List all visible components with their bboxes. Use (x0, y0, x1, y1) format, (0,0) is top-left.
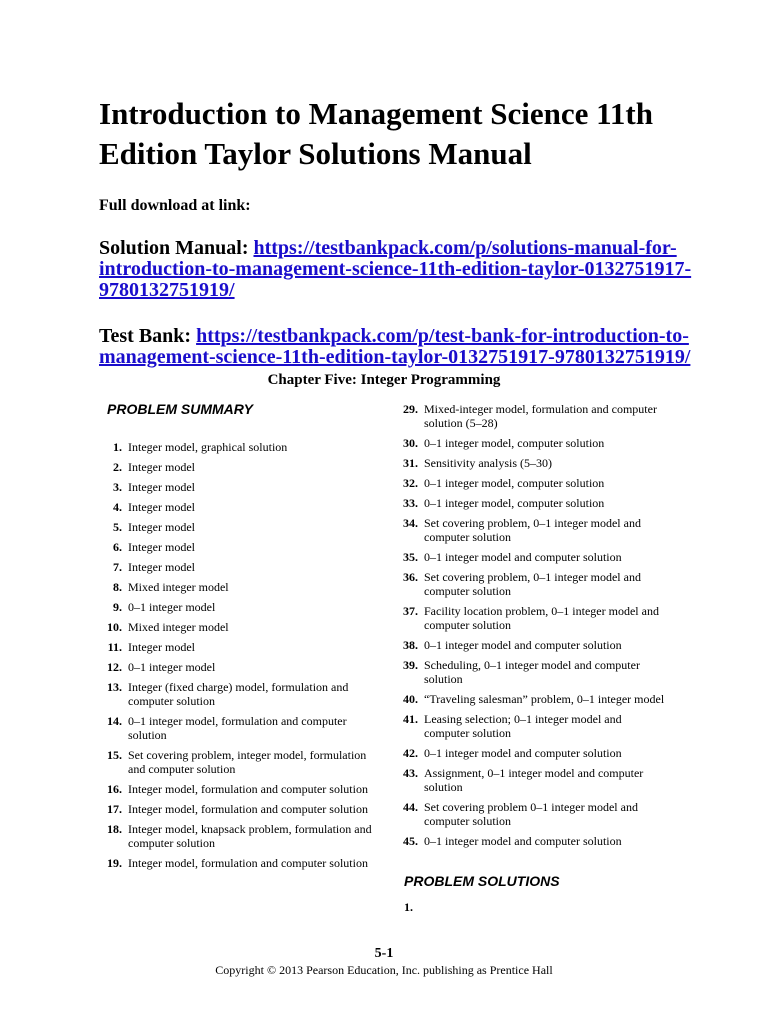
problem-description: Facility location problem, 0–1 integer model and computer solution (424, 604, 659, 632)
problem-item (96, 748, 381, 776)
problem-number: 13. (107, 680, 122, 694)
problem-number: 39. (403, 658, 418, 672)
problem-number: 17. (107, 802, 122, 816)
problem-description: 0–1 integer model, computer solution (424, 496, 605, 510)
problem-item (392, 712, 667, 740)
problem-description: Mixed integer model (128, 580, 229, 594)
problem-description: Mixed integer model (128, 620, 229, 634)
problem-description: Integer model, formulation and computer solution (128, 782, 368, 796)
problem-item (392, 800, 667, 828)
problem-number: 42. (403, 746, 418, 760)
problem-description: 0–1 integer model, computer solution (424, 436, 605, 450)
problem-summary-heading: PROBLEM SUMMARY (107, 401, 253, 417)
problem-description: 0–1 integer model and computer solution (424, 746, 622, 760)
problem-item (392, 456, 667, 470)
problem-item (392, 766, 667, 794)
problem-list-right (392, 402, 667, 854)
problem-number: 36. (403, 570, 418, 584)
problem-description: Integer model (128, 460, 195, 474)
problem-item (392, 746, 667, 760)
page-title: Introduction to Management Science 11th Edition Taylor Solutions Manual (99, 96, 653, 171)
problem-description: Integer model, graphical solution (128, 440, 288, 454)
problem-number: 15. (107, 748, 122, 762)
problem-description: Integer model (128, 640, 195, 654)
test-bank-link[interactable]: https://testbankpack.com/p/test-bank-for-introduction-to-management-science-11th-edition-taylor-0132751917-9780132751919/ (99, 325, 691, 368)
problem-description: 0–1 integer model, computer solution (424, 476, 605, 490)
problem-description: Integer model (128, 480, 195, 494)
solution-number: 1. (404, 900, 413, 914)
problem-description: Set covering problem 0–1 integer model and computer solution (424, 800, 638, 828)
problem-number: 43. (403, 766, 418, 780)
problem-description: Mixed-integer model, formulation and computer solution (5–28) (424, 402, 657, 430)
problem-description: Set covering problem, 0–1 integer model and computer solution (424, 570, 641, 598)
problem-number: 3. (113, 480, 122, 494)
problem-item (392, 658, 667, 686)
problem-description: Integer model (128, 540, 195, 554)
problem-number: 34. (403, 516, 418, 530)
test-bank-label: Test Bank: (99, 325, 197, 347)
problem-description: 0–1 integer model and computer solution (424, 638, 622, 652)
problem-number: 6. (113, 540, 122, 554)
problem-description: Integer model (128, 500, 195, 514)
problem-item (392, 638, 667, 652)
problem-number: 1. (113, 440, 122, 454)
problem-description: Scheduling, 0–1 integer model and computer solution (424, 658, 640, 686)
problem-description: 0–1 integer model (128, 660, 216, 674)
problem-description: Integer model, formulation and computer solution (128, 802, 368, 816)
problem-number: 44. (403, 800, 418, 814)
solution-manual-label: Solution Manual: (99, 237, 254, 259)
problem-item (96, 660, 381, 674)
problem-number: 12. (107, 660, 122, 674)
problem-item (96, 540, 381, 554)
problem-item (96, 560, 381, 574)
problem-item (96, 640, 381, 654)
problem-number: 4. (113, 500, 122, 514)
problem-item (392, 550, 667, 564)
problem-item (96, 680, 381, 708)
problem-number: 37. (403, 604, 418, 618)
problem-number: 2. (113, 460, 122, 474)
problem-item (96, 620, 381, 634)
problem-description: 0–1 integer model and computer solution (424, 834, 622, 848)
problem-item (96, 714, 381, 742)
problem-description: Set covering problem, integer model, formulation and computer solution (128, 748, 367, 776)
problem-number: 33. (403, 496, 418, 510)
problem-number: 30. (403, 436, 418, 450)
problem-number: 18. (107, 822, 122, 836)
problem-number: 9. (113, 600, 122, 614)
problem-item (96, 856, 381, 870)
problem-item (392, 496, 667, 510)
problem-number: 14. (107, 714, 122, 728)
problem-description: Integer model (128, 520, 195, 534)
problem-description: Assignment, 0–1 integer model and computer solution (424, 766, 644, 794)
problem-number: 40. (403, 692, 418, 706)
problem-description: “Traveling salesman” problem, 0–1 integer model (424, 692, 665, 706)
problem-item (96, 782, 381, 796)
problem-number: 29. (403, 402, 418, 416)
problem-number: 16. (107, 782, 122, 796)
problem-item (96, 822, 381, 850)
problem-description: 0–1 integer model (128, 600, 216, 614)
problem-number: 8. (113, 580, 122, 594)
problem-description: 0–1 integer model and computer solution (424, 550, 622, 564)
problem-item (392, 476, 667, 490)
solution-manual-link[interactable]: https://testbankpack.com/p/solutions-manual-for-introduction-to-management-science-11th-edition-taylor-0132751917-9780132751919/ (99, 237, 692, 301)
problem-number: 10. (107, 620, 122, 634)
problem-number: 38. (403, 638, 418, 652)
problem-description: Leasing selection; 0–1 integer model and computer solution (424, 712, 622, 740)
problem-description: Integer (fixed charge) model, formulation and computer solution (128, 680, 349, 708)
problem-item (392, 692, 667, 706)
problem-item (392, 436, 667, 450)
problem-description: Set covering problem, 0–1 integer model and computer solution (424, 516, 641, 544)
problem-item (392, 402, 667, 430)
problem-item (392, 604, 667, 632)
problem-description: Sensitivity analysis (5–30) (424, 456, 552, 470)
problem-description: Integer model (128, 560, 195, 574)
problem-number: 5. (113, 520, 122, 534)
problem-item (392, 834, 667, 848)
copyright-notice: Copyright © 2013 Pearson Education, Inc. publishing as Prentice Hall (215, 963, 553, 977)
problem-item (96, 802, 381, 816)
solution-manual-block (99, 238, 719, 301)
problem-item (96, 480, 381, 494)
problem-solutions-heading: PROBLEM SOLUTIONS (404, 873, 560, 889)
page-number: 5-1 (374, 946, 394, 961)
problem-description: Integer model, formulation and computer solution (128, 856, 368, 870)
problem-item (96, 520, 381, 534)
problem-item (392, 516, 667, 544)
problem-number: 45. (403, 834, 418, 848)
problem-description: Integer model, knapsack problem, formulation and computer solution (128, 822, 372, 850)
chapter-title: Chapter Five: Integer Programming (267, 372, 501, 388)
problem-item (96, 500, 381, 514)
test-bank-block (99, 326, 719, 368)
problem-number: 11. (107, 640, 122, 654)
problem-number: 19. (107, 856, 122, 870)
problem-description: 0–1 integer model, formulation and computer solution (128, 714, 347, 742)
problem-number: 31. (403, 456, 418, 470)
problem-list-left (96, 440, 381, 876)
problem-number: 7. (113, 560, 122, 574)
problem-number: 32. (403, 476, 418, 490)
full-download-label: Full download at link: (99, 197, 251, 214)
problem-item (96, 460, 381, 474)
problem-number: 35. (403, 550, 418, 564)
problem-item (96, 580, 381, 594)
problem-item (96, 600, 381, 614)
problem-number: 41. (403, 712, 418, 726)
problem-item (96, 440, 381, 454)
problem-item (392, 570, 667, 598)
